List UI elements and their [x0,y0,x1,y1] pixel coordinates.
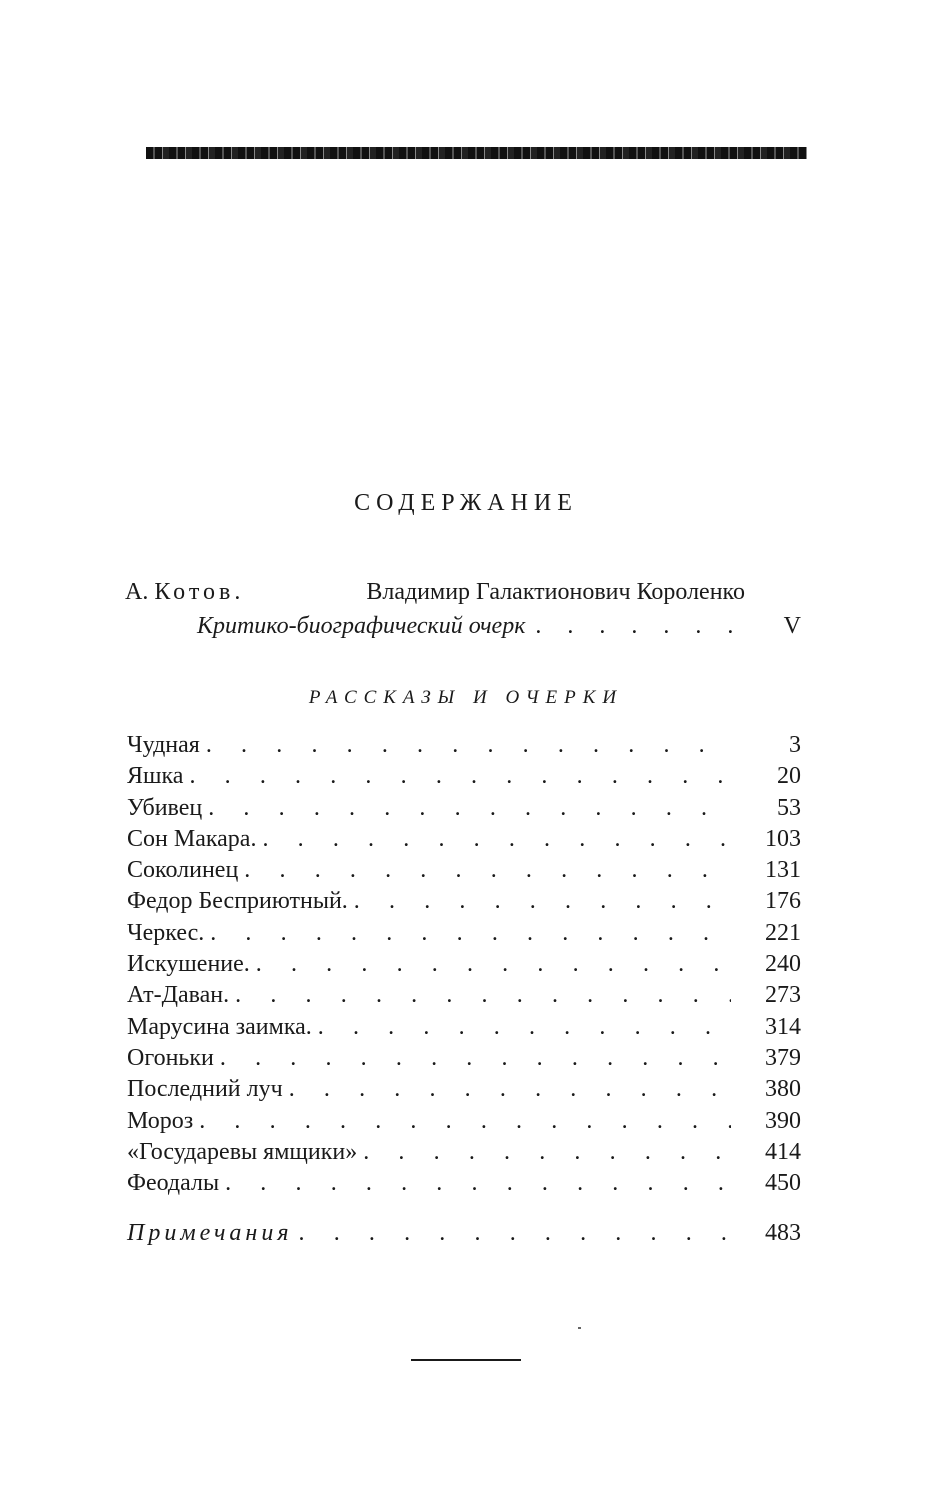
toc-entry-title: «Государевы ямщики» [127,1138,358,1165]
toc-entry-page: 450 [765,1170,801,1197]
toc-entry[interactable] [127,982,801,1013]
leader-dots [204,920,731,947]
leader-dots [238,857,731,884]
toc-entry-page: 273 [765,982,801,1009]
leader-dots [229,982,731,1009]
toc-entry[interactable] [127,763,801,794]
toc-entry-page: 390 [765,1107,801,1134]
toc-entry-page: 221 [765,919,801,946]
toc-entry-title: Последний луч [127,1076,283,1103]
toc-entry-page: 3 [789,732,801,758]
notes-title: Примечания [127,1220,293,1246]
toc-entry-title: Черкес. [127,919,205,946]
leader-dots [525,613,741,640]
toc-entry[interactable] [127,1108,801,1139]
toc-entry[interactable] [127,1139,801,1170]
leader-dots [214,1045,731,1072]
toc-entry-page: 314 [765,1013,801,1040]
decorative-bottom-rule [411,1359,521,1361]
toc-entry-title: Феодалы [127,1170,220,1197]
toc-entry[interactable] [127,888,801,919]
toc-entry-page: 103 [765,825,801,852]
toc-entry-title: Соколинец [127,857,239,884]
toc-entry-title: Убивец [127,794,203,821]
toc-entry-title: Ат-Даван. [127,982,230,1009]
leader-dots [193,1108,731,1135]
toc-entry-page: 176 [765,888,801,915]
toc-entry-page: 20 [777,763,801,790]
toc-entry-page: 380 [765,1076,801,1103]
intro-entry-subtitle [197,613,801,640]
toc-entry-title: Марусина заимка. [127,1013,312,1040]
toc-entry[interactable] [127,1045,801,1076]
decorative-top-rule [146,147,807,159]
leader-dots [293,1220,732,1247]
toc-entry[interactable] [127,1014,801,1045]
leader-dots [256,826,731,853]
toc-entry[interactable] [127,1076,801,1107]
toc-list [127,732,801,1201]
notes-page-number: 483 [765,1220,801,1246]
toc-entry-page: 131 [765,857,801,884]
intro-title: Владимир Галактионович Короленко [366,579,745,605]
toc-entry-title: Яшка [127,763,184,790]
toc-entry[interactable] [127,951,801,982]
author-initial: А. [125,579,149,605]
leader-dots [250,951,731,978]
intro-author [125,579,244,606]
notes-entry[interactable] [127,1220,801,1247]
toc-entry-page: 414 [765,1138,801,1165]
intro-page-number: V [783,613,801,639]
toc-entry-page: 379 [765,1044,801,1071]
toc-entry-title: Искушение. [127,951,250,978]
toc-entry-title: Чудная [127,732,200,758]
intro-entry-heading [125,579,745,606]
page-title: СОДЕРЖАНИЕ [354,490,578,516]
toc-entry-title: Сон Макара. [127,825,257,852]
section-heading: РАССКАЗЫ И ОЧЕРКИ [308,687,624,708]
leader-dots [202,795,731,822]
toc-entry-title: Огоньки [127,1044,214,1071]
leader-dots [357,1139,731,1166]
toc-entry[interactable] [127,857,801,888]
leader-dots [183,763,731,790]
leader-dots [200,732,731,759]
toc-entry[interactable] [127,1170,801,1201]
toc-entry[interactable] [127,920,801,951]
print-speck [578,1327,581,1329]
intro-subtitle: Критико-биографический очерк [197,613,526,639]
leader-dots [348,888,731,915]
toc-entry[interactable] [127,795,801,826]
leader-dots [283,1076,731,1103]
leader-dots [312,1014,731,1041]
toc-entry[interactable] [127,826,801,857]
toc-entry-title: Мороз [127,1107,194,1134]
toc-entry-page: 240 [765,951,801,978]
toc-entry[interactable] [127,732,801,763]
toc-entry-title: Федор Бесприютный. [127,888,348,915]
author-surname: Котов. [154,579,245,605]
leader-dots [219,1170,731,1197]
toc-entry-page: 53 [777,794,801,821]
